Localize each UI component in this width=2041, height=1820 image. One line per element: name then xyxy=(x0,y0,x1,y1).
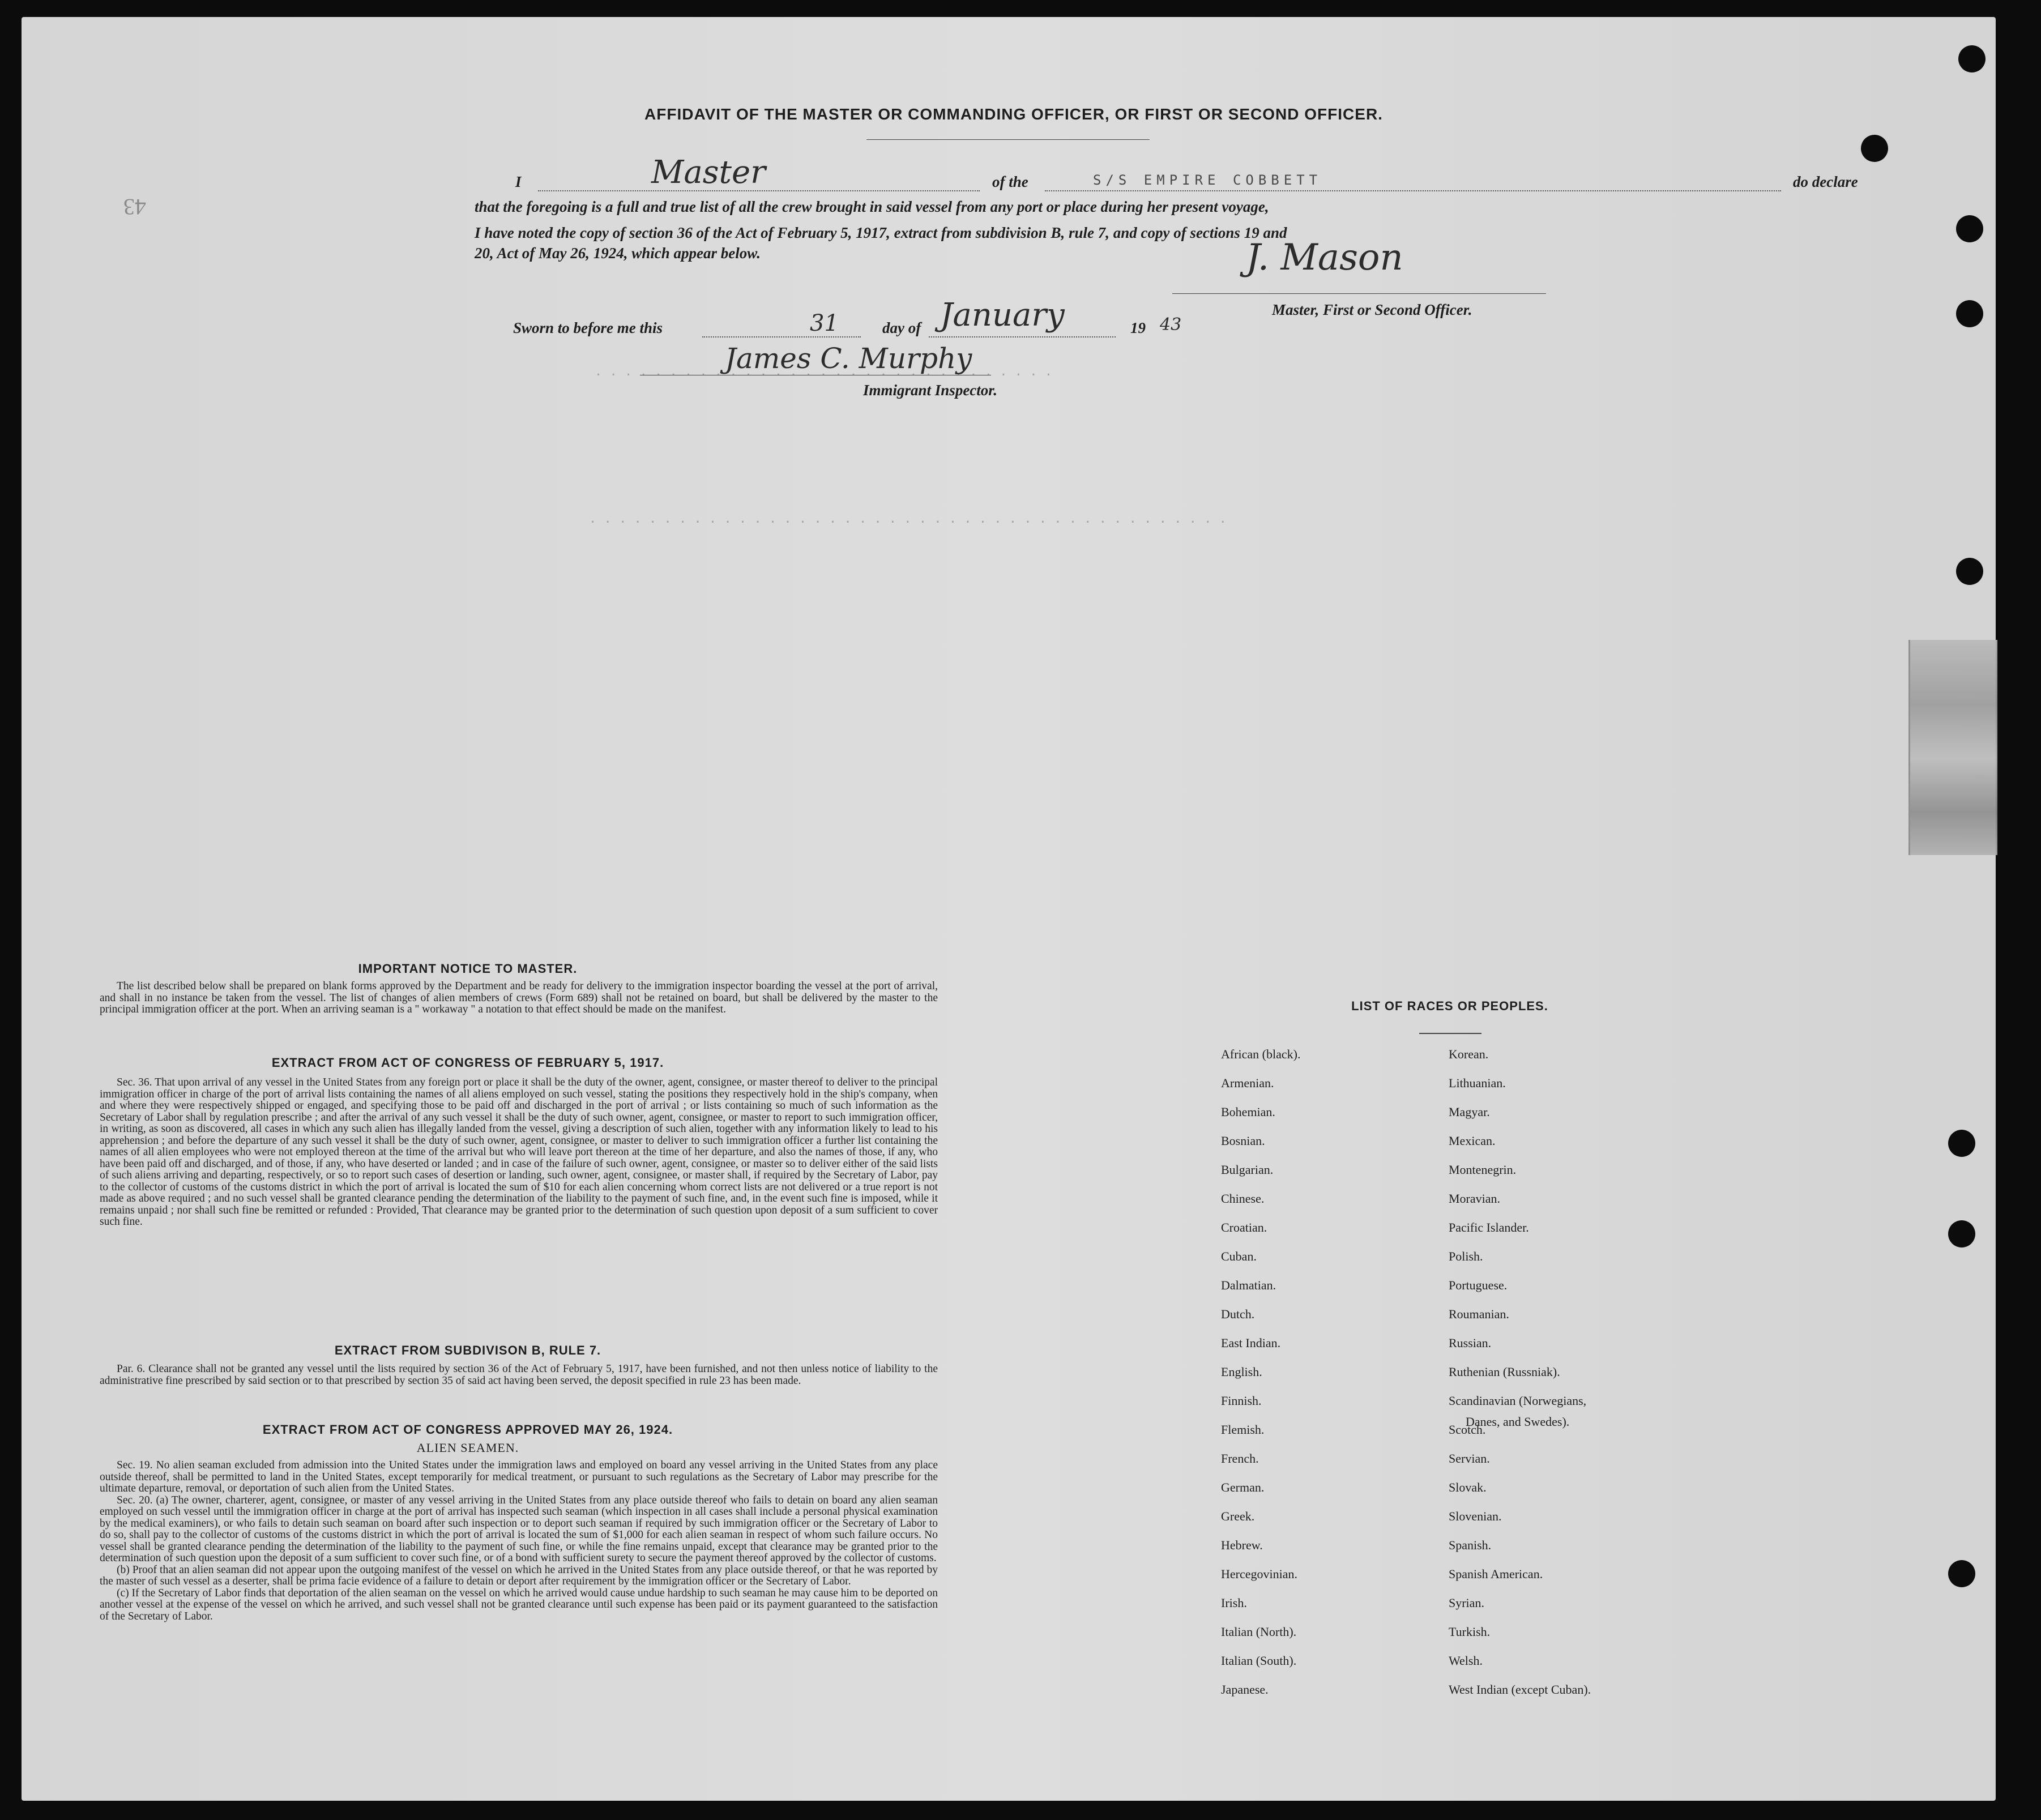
race-item: Syrian. xyxy=(1449,1596,1484,1610)
race-item: Dutch. xyxy=(1221,1307,1255,1321)
sworn-year-suffix: 43 xyxy=(1160,315,1182,335)
inspector-signature: James C. Murphy xyxy=(725,342,972,375)
affidavit-line-3: I have noted the copy of section 36 of the Act of February 5, 1917, extract from subdivision B, rule 7, and copy of sections 19 and xyxy=(475,224,1287,241)
title-underline xyxy=(866,139,1150,140)
tape-residue xyxy=(1908,640,1997,855)
race-item: Greek. xyxy=(1221,1509,1255,1523)
race-item: Japanese. xyxy=(1221,1682,1269,1697)
notice-body: The list described below shall be prepared on blank forms approved by the Department and be ready for delivery to the immigration inspector boarding the vessel at the port of arrival, and shall in no instance be taken from the vessel. The list of changes of alien members of crews (Form 689) shall not be retained on board, but shall be delivered by the master to the principal immigration officer at the port. When an arriving seaman is a " workaway " a notation to that effect should be made on the manifest. xyxy=(100,980,938,1015)
race-item: Bohemian. xyxy=(1221,1105,1275,1119)
race-item: Slovak. xyxy=(1449,1480,1487,1494)
sworn-year-prefix: 19 xyxy=(1130,319,1146,336)
race-item: Flemish. xyxy=(1221,1422,1265,1437)
punch-hole xyxy=(1956,215,1983,242)
race-item: Korean. xyxy=(1449,1047,1489,1061)
margin-number: 43 xyxy=(123,194,146,220)
extract-1917-body: Sec. 36. That upon arrival of any vessel in the United States from any foreign port or place it shall be the duty of the owner, agent, consignee, or master thereof to deliver to the principal immigration officer in charge of the port of arrival lists containing the names of all aliens employed on such vessel, stating the positions they respectively hold in the ship's company, when and where they were respectively shipped or engaged, and specifying those to be paid off and discharged in the port of arrival ; or lists containing so much of such information as the Secretary of Labor shall by regulation prescribe ; and after the arrival of any such vessel it shall be the duty of such owner, agent, consignee, or master to report to such immigration officer, in writing, as soon as discovered, all cases in which any such alien has illegally landed from the vessel, giving a description of such alien, together with any information likely to lead to his apprehension ; and before the departure of any such vessel it shall be the duty of such owner, agent, consignee, or master to deliver to such immigration officer a further list containing the names of all alien employees who were not employed thereon at the time of the arrival but who will leave port thereon at the time of her departure, and also the names of those, if any, who have been paid off and discharged, and of those, if any, who have deserted or landed ; and in case of the failure of such owner, agent, consignee, or master so to deliver either of the said lists of such aliens arriving and departing, respectively, or so to report such cases of desertion or landing, such owner, agent, consignee, or master shall, if required by the Secretary of Labor, pay to the collector of customs of the customs district in which the port of arrival is located the sum of $10 for each alien concerning whom correct lists are not delivered or a true report is not made as above required ; and no such vessel shall be granted clearance pending the determination of the liability to the payment of such fine, and, in the event such fine is imposed, while it remains unpaid ; nor shall such fine be remitted or refunded : Provided, That clearance may be granted prior to the determination of such question upon deposit of a sum sufficient to cover such fine. xyxy=(100,1076,938,1228)
race-item: Mexican. xyxy=(1449,1134,1496,1148)
extract-1917-block xyxy=(100,1077,938,1228)
sworn-prefix: Sworn to before me this xyxy=(513,319,663,336)
sec20a-body: Sec. 20. (a) The owner, charterer, agent, consignee, or master of any vessel arriving in the United States from any place outside thereof who fails to detain on board any alien seaman employed on such vessel until the immigration officer in charge at the port of arrival has inspected such seaman (which inspection in all cases shall include a personal physical examination by the medical examiners), or who fails to detain such seaman on board after such inspection or to deport such seaman if required by such immigration officer or the Secretary of Labor to do so, shall pay to the collector of customs of the customs district in which the port of arrival is located the sum of $1,000 for each alien seaman in respect of whom such failure occurs. No vessel shall be granted clearance pending the determination of the liability to the payment of such fine, or while the fine remains unpaid, except that clearance may be granted prior to the determination of such question upon the deposit of a sum sufficient to cover such fine, or of a bond with sufficient surety to secure the payment thereof approved by the collector of customs. xyxy=(100,1494,938,1564)
inspector-caption: Immigrant Inspector. xyxy=(863,382,998,399)
month-blank xyxy=(929,336,1116,337)
race-item: Italian (South). xyxy=(1221,1654,1297,1668)
race-item: Lithuanian. xyxy=(1449,1076,1506,1090)
race-item: Hercegovinian. xyxy=(1221,1567,1297,1581)
affidavit-do-declare: do declare xyxy=(1793,173,1858,190)
race-item: English. xyxy=(1221,1365,1262,1379)
race-item: Spanish American. xyxy=(1449,1567,1543,1581)
sworn-day: 31 xyxy=(810,310,839,336)
race-item: East Indian. xyxy=(1221,1336,1281,1350)
races-heading: LIST OF RACES OR PEOPLES. xyxy=(1351,999,1548,1013)
race-item: Russian. xyxy=(1449,1336,1492,1350)
extract-1924-block xyxy=(100,1460,938,1622)
sec20c-body: (c) If the Secretary of Labor finds that deportation of the alien seaman on the vessel on which he arrived would cause undue hardship to such seaman he may cause him to be deported on another vessel at the expense of the vessel on which he arrived, and such vessel shall not be granted clearance until such expense has been paid or its payment guaranteed to the satisfaction of the Secretary of Labor. xyxy=(100,1587,938,1622)
race-item: French. xyxy=(1221,1451,1259,1466)
race-item: Turkish. xyxy=(1449,1625,1491,1639)
punch-hole xyxy=(1861,135,1888,162)
race-item: Bosnian. xyxy=(1221,1134,1265,1148)
race-item: Pacific Islander. xyxy=(1449,1220,1529,1234)
race-item: Moravian. xyxy=(1449,1191,1501,1206)
sworn-day-of: day of xyxy=(882,319,921,336)
race-item: Irish. xyxy=(1221,1596,1247,1610)
rule7-block xyxy=(100,1364,938,1387)
race-item: Bulgarian. xyxy=(1221,1163,1274,1177)
race-item: Slovenian. xyxy=(1449,1509,1502,1523)
vessel-blank xyxy=(1045,190,1781,191)
master-signature: J. Mason xyxy=(1246,237,1403,279)
alien-seamen-subheading: ALIEN SEAMEN. xyxy=(416,1441,519,1455)
race-item: Chinese. xyxy=(1221,1191,1265,1206)
race-item: West Indian (except Cuban). xyxy=(1449,1682,1591,1697)
day-blank xyxy=(702,336,861,337)
race-item: Finnish. xyxy=(1221,1394,1262,1408)
races-heading-rule xyxy=(1419,1033,1481,1034)
rule7-heading: EXTRACT FROM SUBDIVISON B, RULE 7. xyxy=(334,1343,601,1357)
signature-line xyxy=(1172,293,1546,294)
race-item: Ruthenian (Russniak). xyxy=(1449,1365,1560,1379)
punch-hole xyxy=(1956,300,1983,327)
race-item: African (black). xyxy=(1221,1047,1301,1061)
race-item: Montenegrin. xyxy=(1449,1163,1517,1177)
stamped-vessel-name: S/S EMPIRE COBBETT xyxy=(1093,172,1322,188)
affidavit-title: AFFIDAVIT OF THE MASTER OR COMMANDING OFFICER, OR FIRST OR SECOND OFFICER. xyxy=(644,105,1383,123)
bleed-through-mark: · · · · · · · · · · · · · · · · · · · · · · · · · · · · · · · · · · · · · · · · · · · xyxy=(589,515,1227,529)
master-caption: Master, First or Second Officer. xyxy=(1272,301,1472,318)
race-item: Italian (North). xyxy=(1221,1625,1297,1639)
race-item: Scandinavian (Norwegians, xyxy=(1449,1394,1587,1408)
bleed-through-mark: · · · · · · · · · · · · · · · · · · · · · · · · · · · · · · · xyxy=(595,368,1052,382)
punch-hole xyxy=(1956,558,1983,585)
race-item: Scotch. xyxy=(1449,1422,1486,1437)
punch-hole xyxy=(1948,1560,1975,1587)
extract-1917-heading: EXTRACT FROM ACT OF CONGRESS OF FEBRUARY 5, 1917. xyxy=(271,1056,664,1070)
sec20b-body: (b) Proof that an alien seaman did not appear upon the outgoing manifest of the vessel on which he arrived in the United States from any place outside thereof, or that he was reported by the master of such vessel as a deserter, shall be prima facie evidence of a failure to detain or deport after requirement by the immigration officer or the Secretary of Labor. xyxy=(100,1563,938,1587)
race-item: German. xyxy=(1221,1480,1265,1494)
punch-hole xyxy=(1948,1130,1975,1157)
race-item-continuation: Danes, and Swedes). xyxy=(1466,1415,1570,1429)
sec19-body: Sec. 19. No alien seaman excluded from admission into the United States under the immigration laws and employed on board any vessel arriving in the United States from any place outside thereof, shall be permitted to land in the United States, except temporarily for medical treatment, or pursuant to such regulations as the Secretary of Labor may prescribe for the ultimate departure, removal, or deportation of such alien from the United States. xyxy=(100,1459,938,1494)
race-item: Armenian. xyxy=(1221,1076,1274,1090)
race-item: Spanish. xyxy=(1449,1538,1492,1552)
race-item: Servian. xyxy=(1449,1451,1490,1466)
notice-body-block xyxy=(100,981,938,1016)
race-item: Roumanian. xyxy=(1449,1307,1509,1321)
race-item: Cuban. xyxy=(1221,1249,1257,1263)
race-item: Dalmatian. xyxy=(1221,1278,1276,1292)
affidavit-line-4: 20, Act of May 26, 1924, which appear below. xyxy=(475,245,761,262)
rule7-body: Par. 6. Clearance shall not be granted any vessel until the lists required by section 36 of the Act of February 5, 1917, have been furnished, and not then unless notice of liability to the administrative fine prescribed by said section or to that prescribed by section 35 of said act having been served, the deposit specified in rule 23 has been made. xyxy=(100,1363,938,1387)
affidavit-line-2: that the foregoing is a full and true list of all the crew brought in said vessel from any port or place during her present voyage, xyxy=(475,198,1269,215)
races-left-column xyxy=(1221,1048,1300,1712)
affidavit-of-the: of the xyxy=(992,173,1028,190)
race-item: Portuguese. xyxy=(1449,1278,1508,1292)
race-item: Hebrew. xyxy=(1221,1538,1263,1552)
races-right-column xyxy=(1449,1048,1591,1712)
race-item: Croatian. xyxy=(1221,1220,1267,1234)
punch-hole xyxy=(1948,1220,1975,1247)
affidavit-i: I xyxy=(515,173,522,190)
race-item: Polish. xyxy=(1449,1249,1483,1263)
sworn-month: January xyxy=(940,297,1065,334)
extract-1924-heading: EXTRACT FROM ACT OF CONGRESS APPROVED MAY 26, 1924. xyxy=(262,1422,673,1437)
race-item: Welsh. xyxy=(1449,1654,1483,1668)
notice-heading: IMPORTANT NOTICE TO MASTER. xyxy=(358,962,578,976)
handwritten-rank: Master xyxy=(651,154,766,191)
race-item: Magyar. xyxy=(1449,1105,1490,1119)
punch-hole xyxy=(1958,45,1986,72)
